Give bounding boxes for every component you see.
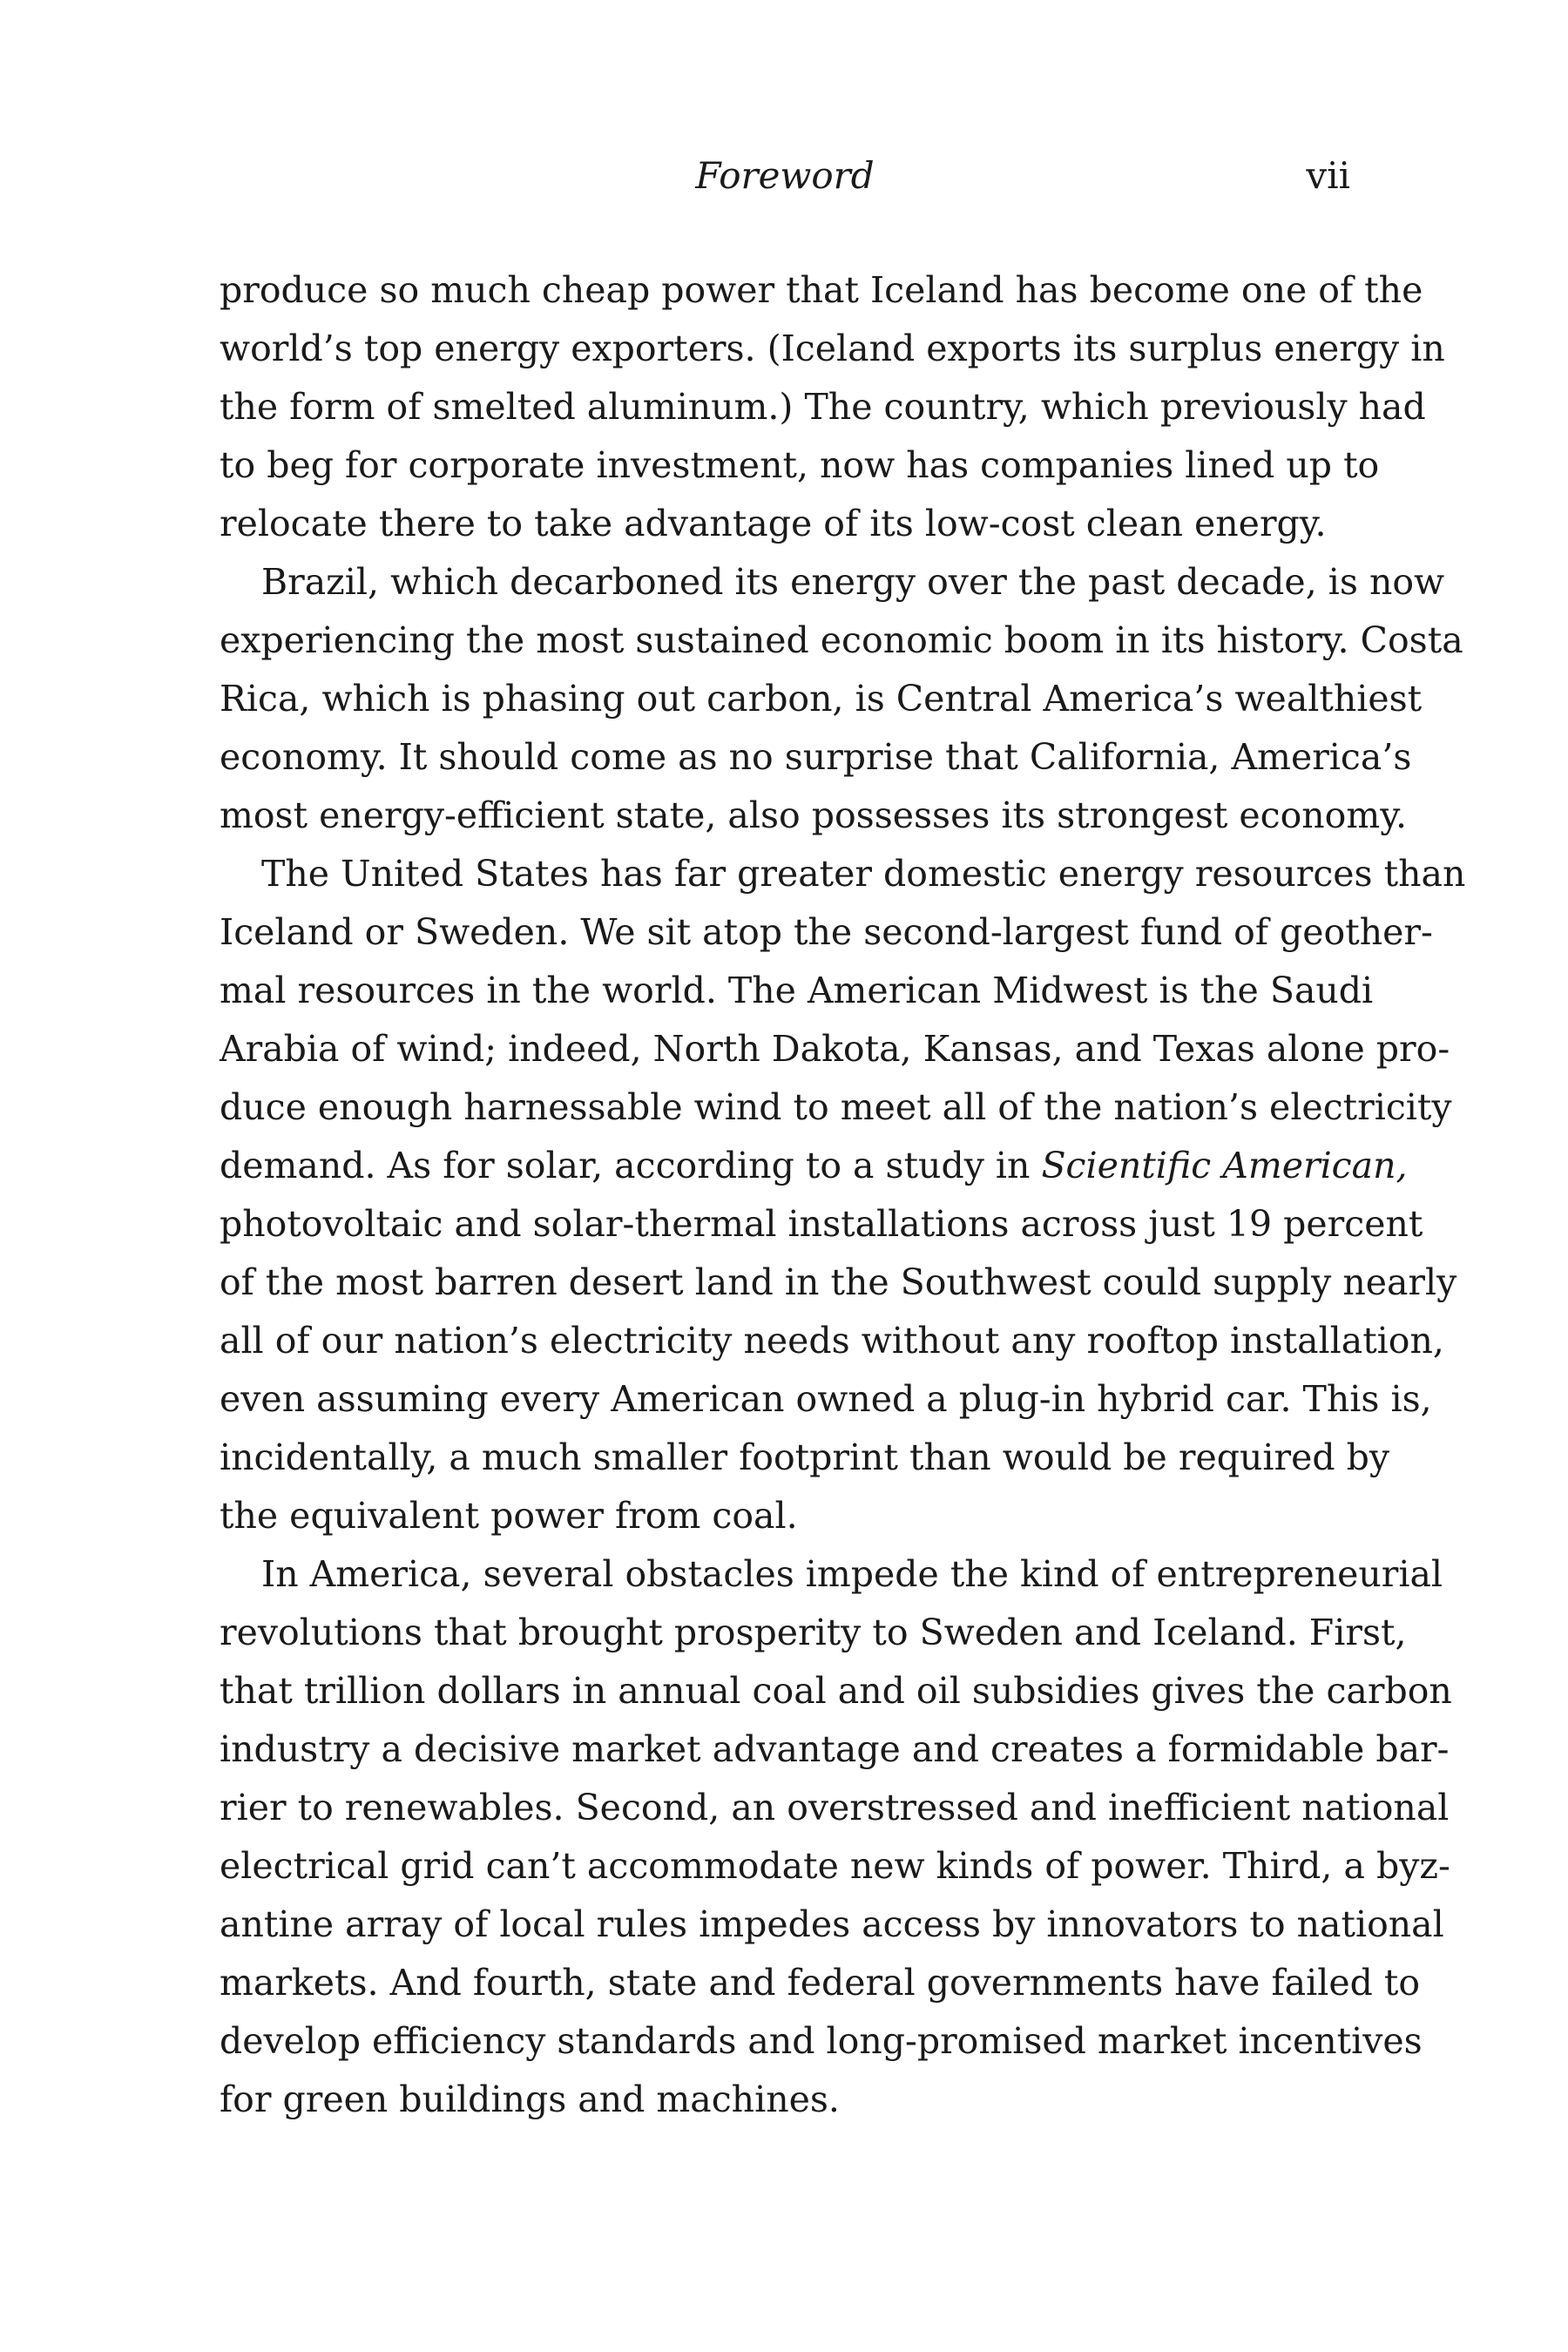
text-line: Rica, which is phasing out carbon, is Central America’s wealthiest xyxy=(220,678,1423,720)
text-line: electrical grid can’t accommodate new kinds of power. Third, a byz- xyxy=(220,1845,1450,1887)
text-line: world’s top energy exporters. (Iceland exports its surplus energy in xyxy=(220,328,1445,369)
text-line: Arabia of wind; indeed, North Dakota, Kansas, and Texas alone pro- xyxy=(220,1028,1450,1070)
text-line: In America, several obstacles impede the kind of entrepreneurial xyxy=(261,1553,1443,1595)
italic-title: Scientific American, xyxy=(1041,1145,1408,1186)
paragraph xyxy=(220,1545,1452,2129)
text-line: Iceland or Sweden. We sit atop the second-largest fund of geother- xyxy=(220,911,1433,953)
text-line: to beg for corporate investment, now has companies lined up to xyxy=(220,444,1380,486)
text-line: the form of smelted aluminum.) The country, which previously had xyxy=(220,386,1426,428)
text-line: rier to renewables. Second, an overstressed and inefficient national xyxy=(220,1787,1450,1828)
text-line: mal resources in the world. The American Midwest is the Saudi xyxy=(220,970,1374,1011)
text-line: relocate there to take advantage of its low-cost clean energy. xyxy=(220,503,1327,544)
paragraph xyxy=(220,553,1463,845)
text-line: revolutions that brought prosperity to Sweden and Iceland. First, xyxy=(220,1612,1407,1653)
text-line: for green buildings and machines. xyxy=(220,2078,840,2120)
text-line: produce so much cheap power that Iceland has become one of the xyxy=(220,269,1423,311)
text-line: Brazil, which decarboned its energy over the past decade, is now xyxy=(261,561,1445,603)
text-line: the equivalent power from coal. xyxy=(220,1495,798,1537)
text-line: even assuming every American owned a plug-in hybrid car. This is, xyxy=(220,1378,1432,1420)
text-line-with-italic xyxy=(220,1137,1408,1195)
text-line: of the most barren desert land in the Southwest could supply nearly xyxy=(220,1261,1457,1303)
running-head xyxy=(220,150,1350,202)
paragraph xyxy=(220,261,1445,553)
text-line: develop efficiency standards and long-promised market incentives xyxy=(220,2020,1423,2062)
text-line: experiencing the most sustained economic boom in its history. Costa xyxy=(220,619,1463,661)
running-title: Foreword xyxy=(695,154,875,197)
text-line: incidentally, a much smaller footprint than would be required by xyxy=(220,1436,1390,1478)
paragraph xyxy=(220,845,1466,1545)
page-number: vii xyxy=(1306,154,1350,197)
text-line: economy. It should come as no surprise that California, America’s xyxy=(220,736,1412,778)
text-line: markets. And fourth, state and federal governments have failed to xyxy=(220,1962,1421,2004)
text-line: industry a decisive market advantage and creates a formidable bar- xyxy=(220,1728,1450,1770)
text-line: antine array of local rules impedes access by innovators to national xyxy=(220,1903,1444,1945)
body-text xyxy=(220,261,1466,2129)
text-line: most energy-efficient state, also possesses its strongest economy. xyxy=(220,794,1407,836)
text-line: photovoltaic and solar-thermal installations across just 19 percent xyxy=(220,1203,1423,1245)
text-line: all of our nation’s electricity needs without any rooftop installation, xyxy=(220,1320,1444,1362)
text-line: duce enough harnessable wind to meet all of the nation’s electricity xyxy=(220,1086,1452,1128)
text-line: The United States has far greater domestic energy resources than xyxy=(261,853,1466,895)
text-segment: demand. As for solar, according to a study in xyxy=(220,1145,1042,1186)
text-line: that trillion dollars in annual coal and oil subsidies gives the carbon xyxy=(220,1670,1452,1712)
